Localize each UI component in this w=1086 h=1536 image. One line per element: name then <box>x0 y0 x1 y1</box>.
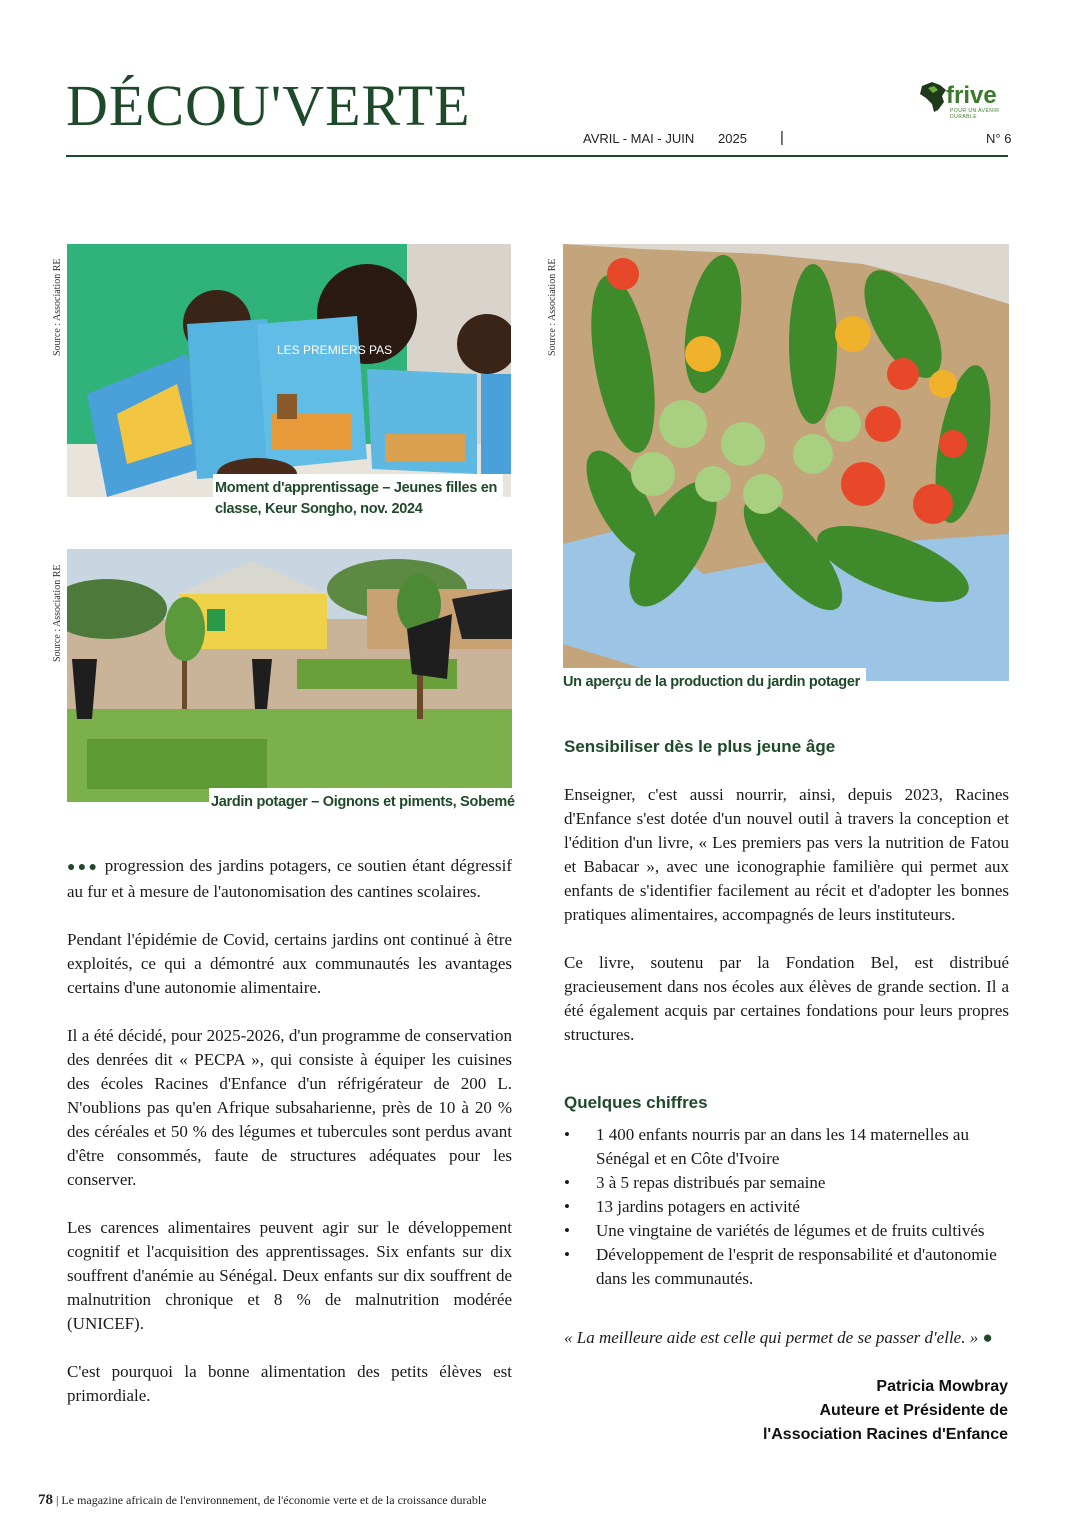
logo-wordmark: frive <box>946 82 997 109</box>
continuation-dots: ●●● <box>67 860 100 875</box>
paragraph: ●●● progression des jardins potagers, ce soutien étant dégressif au fur et à mesure de l'autonomisation des cantines scolaires. <box>67 856 512 901</box>
garden-illustration <box>67 549 512 802</box>
masthead-title: DÉCOU'VERTE <box>66 73 471 138</box>
list-item: • 3 à 5 repas distribués par semaine <box>564 1171 1009 1195</box>
issue-period: AVRIL - MAI - JUIN <box>583 131 695 146</box>
section-heading: Sensibiliser dès le plus jeune âge <box>564 737 836 756</box>
frive-logo <box>918 78 1018 118</box>
footer-separator: | <box>56 1493 59 1507</box>
paragraph: C'est pourquoi la bonne alimentation des petits élèves est primordiale. <box>67 1362 512 1405</box>
photo-credit: Source : Association RE <box>547 258 558 356</box>
figures-list <box>564 1123 1009 1291</box>
paragraph: Les carences alimentaires peuvent agir sur le développement cognitif et l'acquisition des apprentissages. Six enfants sur dix souffrent d'anémie au Sénégal. Deux enfants sur dix souffrent de malnutrition chronique et 8 % de malnutrition modérée (UNICEF). <box>67 1218 512 1333</box>
list-item: • Développement de l'esprit de responsabilité et d'autonomie dans les communautés. <box>564 1243 1009 1291</box>
list-item: • Une vingtaine de variétés de légumes et de fruits cultivés <box>564 1219 1009 1243</box>
paragraph: Enseigner, c'est aussi nourrir, ainsi, depuis 2023, Racines d'Enfance s'est dotée d'un nouvel outil à travers la conception et l'édition d'un livre, « Les premiers pas vers la nutrition de Fatou et Babacar », avec une iconographie familière qui permet aux enfants de s'identifier facilement au récit et d'adopter les bonnes pratiques alimentaires, accompagnés de leurs instituteurs. <box>564 785 1009 924</box>
signature-name: Patricia Mowbray <box>876 1378 1008 1395</box>
right-column-intro <box>564 783 1009 1071</box>
classroom-photo <box>67 244 511 497</box>
list-item: • 1 400 enfants nourris par an dans les 14 maternelles au Sénégal et en Côte d'Ivoire <box>564 1123 1009 1171</box>
garden-photo <box>67 549 512 802</box>
page-number: 78 <box>38 1492 53 1508</box>
photo-credit: Source : Association RE <box>52 564 63 662</box>
closing-quote <box>564 1328 993 1348</box>
paragraph: Ce livre, soutenu par la Fondation Bel, est distribué gracieusement dans nos écoles aux élèves de grande section. Il a été également acquis par certaines fondations pour leurs propres structures. <box>564 953 1009 1044</box>
africa-map-icon <box>918 80 948 114</box>
footer-tagline: Le magazine africain de l'environnement, de l'économie verte et de la croissance durable <box>61 1493 487 1507</box>
end-mark: ● <box>982 1328 993 1347</box>
issue-number: N° 6 <box>986 131 1012 146</box>
vegetables-illustration <box>563 244 1009 681</box>
caption-line: classe, Keur Songho, nov. 2024 <box>215 501 423 517</box>
vegetables-caption: Un aperçu de la production du jardin potager <box>561 668 866 695</box>
logo-tagline: POUR UN AVENIR DURABLE <box>950 108 1000 120</box>
section-heading: Quelques chiffres <box>564 1093 708 1112</box>
signature-role: l'Association Racines d'Enfance <box>762 1426 1008 1443</box>
classroom-caption <box>213 474 503 522</box>
caption-line: Moment d'apprentissage – Jeunes filles en <box>215 480 498 496</box>
book-cover-title: LES PREMIERS PAS <box>277 343 393 357</box>
signature-role: Auteure et Présidente de <box>819 1402 1008 1419</box>
vegetables-photo <box>563 244 1009 681</box>
page-footer <box>38 1492 487 1509</box>
list-item: • 13 jardins potagers en activité <box>564 1195 1009 1219</box>
garden-caption: Jardin potager – Oignons et piments, Sobemé <box>209 788 521 815</box>
classroom-illustration <box>67 244 511 497</box>
photo-credit: Source : Association RE <box>52 258 63 356</box>
paragraph: Pendant l'épidémie de Covid, certains jardins ont continué à être exploités, ce qui a démontré aux communautés les avantages certains d'une autonomie alimentaire. <box>67 930 512 997</box>
quote-text: « La meilleure aide est celle qui permet de se passer d'elle. » <box>564 1328 979 1347</box>
issue-separator: | <box>780 129 784 146</box>
left-column <box>67 854 512 1432</box>
issue-year: 2025 <box>718 131 747 146</box>
header-divider <box>66 155 1008 157</box>
paragraph: Il a été décidé, pour 2025-2026, d'un programme de conservation des denrées dit « PECPA », qui consiste à équiper les cuisines des écoles Racines d'Enfance d'un réfrigérateur de 200 L. N'oublions pas qu'en Afrique subsaharienne, près de 10 à 20 % des céréales et 50 % des légumes et tubercules sont perdus avant d'être consommés, faute de structures adéquates pour les conserver. <box>67 1026 512 1189</box>
